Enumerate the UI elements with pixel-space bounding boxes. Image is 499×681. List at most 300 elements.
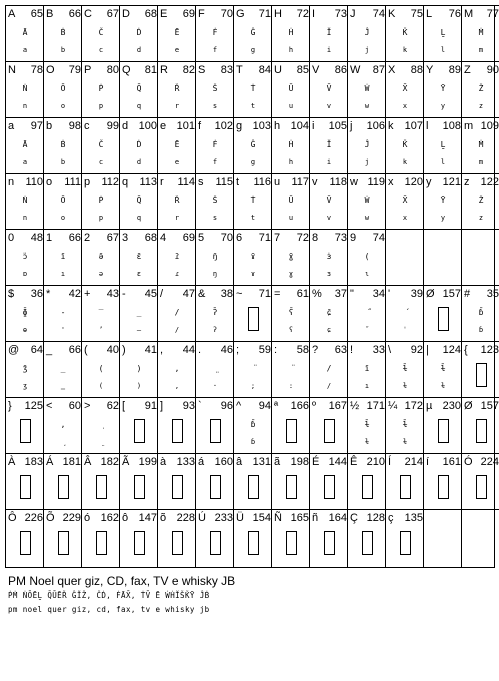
glyph-header: [84, 120, 119, 132]
char-code: 147: [138, 512, 157, 524]
key-char: @: [8, 344, 20, 356]
key-char: K: [388, 8, 396, 20]
glyph-header: [236, 176, 271, 188]
glyph-upper: ə̄: [98, 252, 104, 261]
key-char: S: [198, 64, 206, 76]
glyph-header: [198, 512, 233, 524]
glyph-lower: ɫ: [402, 438, 408, 446]
glyph-cell: [43, 453, 82, 511]
glyph-upper: Ṁ: [478, 140, 484, 149]
glyph-cell: [5, 509, 44, 567]
glyph-upper: Ḟ: [212, 28, 218, 37]
glyph-header: [350, 64, 385, 76]
glyph-lower: m: [478, 46, 484, 54]
glyph-cell: [309, 453, 348, 511]
glyph-cell: [119, 341, 158, 399]
char-code: 76: [448, 8, 461, 20]
glyph-header: [350, 120, 385, 132]
key-char: ô: [122, 512, 129, 524]
glyph-lower: ɾ: [174, 270, 180, 278]
glyph-header: [160, 120, 195, 132]
char-code: 115: [215, 176, 233, 188]
glyph-upper: Ǩ: [402, 28, 408, 37]
char-code: 133: [176, 456, 195, 468]
glyph-lower: ŋ: [212, 270, 218, 278]
key-char: [: [122, 400, 126, 412]
glyph-header: [464, 456, 499, 468]
char-code: 81: [144, 64, 157, 76]
glyph-upper: Ḣ: [288, 140, 294, 149]
char-code: 69: [182, 232, 195, 244]
glyph-lower: k: [402, 158, 408, 166]
glyph-upper: ɛ̄: [136, 252, 142, 261]
glyph-header: [160, 456, 195, 468]
key-char: O: [46, 64, 55, 76]
glyph-header: [84, 288, 119, 300]
char-code: 154: [252, 512, 271, 524]
glyph-cell: [157, 285, 196, 343]
key-char: w: [350, 176, 358, 188]
glyph-header: [160, 344, 195, 356]
key-char: F: [198, 8, 205, 20]
glyph-cell: [461, 453, 499, 511]
key-char: ª: [274, 400, 279, 412]
glyph-lower: ɜ: [326, 270, 332, 278]
empty-cell: [461, 509, 499, 567]
char-code: 71: [258, 232, 271, 244]
glyph-cell: [233, 173, 272, 231]
glyph-header: [46, 176, 81, 188]
glyph-header: [122, 232, 157, 244]
missing-glyph-box: [476, 475, 487, 499]
glyph-lower: c: [98, 46, 104, 54]
glyph-lower: ɓ: [478, 326, 484, 334]
key-char: &: [198, 288, 206, 300]
glyph-lower: ·: [212, 382, 218, 390]
glyph-cell: [347, 173, 386, 231]
char-code: 69: [182, 8, 195, 20]
glyph-cell: [385, 5, 424, 63]
key-char: ?: [312, 344, 319, 356]
key-char: i: [312, 120, 315, 132]
char-code: 77: [486, 8, 499, 20]
glyph-lower: ɫ: [364, 438, 370, 446]
glyph-header: [312, 176, 347, 188]
glyph-header: [160, 176, 195, 188]
key-char: 3: [122, 232, 129, 244]
glyph-lower: o: [60, 102, 66, 110]
glyph-header: [236, 400, 271, 412]
glyph-header: [122, 512, 157, 524]
key-char: e: [160, 120, 167, 132]
glyph-cell: [195, 229, 234, 287]
char-code: 63: [334, 344, 347, 356]
char-code: 122: [480, 176, 499, 188]
glyph-upper: V̄: [326, 196, 332, 205]
glyph-header: [464, 64, 499, 76]
char-code: 68: [144, 8, 157, 20]
glyph-lower: e: [174, 46, 180, 54]
glyph-cell: [271, 5, 310, 63]
glyph-cell: [347, 229, 386, 287]
glyph-upper: [234, 363, 272, 375]
glyph-header: [122, 456, 157, 468]
glyph-cell: [271, 173, 310, 231]
glyph-header: [8, 456, 43, 468]
char-code: 80: [106, 64, 119, 76]
glyph-header: [426, 288, 461, 300]
key-char: \: [388, 344, 392, 356]
glyph-header: [274, 120, 309, 132]
glyph-cell: [43, 285, 82, 343]
glyph-header: [274, 176, 309, 188]
glyph-header: [350, 232, 385, 244]
glyph-header: [426, 64, 461, 76]
glyph-cell: [309, 341, 348, 399]
glyph-lower: ': [60, 326, 66, 334]
key-char: 9: [350, 232, 357, 244]
glyph-cell: [385, 341, 424, 399]
glyph-header: [84, 400, 119, 412]
glyph-lower: j: [364, 46, 370, 54]
key-char: Z: [464, 64, 471, 76]
glyph-header: [426, 120, 461, 132]
glyph-lower: e: [174, 158, 180, 166]
glyph-upper: _: [136, 308, 142, 317]
glyph-header: [388, 176, 423, 188]
glyph-header: [464, 344, 499, 356]
key-char: Á: [46, 456, 54, 468]
glyph-upper: Ḻ: [440, 140, 446, 149]
glyph-header: [122, 120, 157, 132]
key-char: ñ: [312, 512, 319, 524]
glyph-header: [198, 64, 233, 76]
glyph-cell: [119, 509, 158, 567]
glyph-upper: ɫ̄: [440, 364, 446, 373]
glyph-upper: Ṁ: [478, 28, 484, 37]
char-code: 48: [30, 232, 43, 244]
glyph-upper: Ǩ: [402, 140, 408, 149]
key-char: L: [426, 8, 433, 20]
char-code: 162: [100, 512, 119, 524]
missing-glyph-box: [286, 531, 297, 555]
key-char: ": [350, 288, 354, 300]
glyph-cell: [157, 61, 196, 119]
glyph-header: [198, 288, 233, 300]
key-char: Ü: [236, 512, 244, 524]
glyph-upper: ,: [174, 364, 180, 373]
glyph-cell: [81, 173, 120, 231]
glyph-upper: ɾ̄: [174, 252, 180, 261]
missing-glyph-box: [438, 475, 449, 499]
key-char: X: [388, 64, 396, 76]
glyph-header: [46, 344, 81, 356]
glyph-upper: Ĭ: [326, 28, 332, 37]
glyph-upper: Ž: [478, 196, 484, 205]
glyph-header: [8, 8, 43, 20]
missing-glyph-box: [172, 531, 183, 555]
key-char: r: [160, 176, 164, 188]
glyph-lower: t: [250, 102, 256, 110]
missing-glyph-box: [438, 307, 449, 331]
key-char: É: [312, 456, 320, 468]
key-char: 8: [312, 232, 319, 244]
key-char: Ê: [350, 456, 358, 468]
glyph-header: [46, 288, 81, 300]
glyph-header: [122, 400, 157, 412]
glyph-lower: ı: [364, 382, 370, 390]
glyph-lower: l: [440, 46, 446, 54]
glyph-upper: Ū: [288, 84, 294, 93]
glyph-cell: [423, 397, 462, 455]
char-code: 233: [214, 512, 233, 524]
missing-glyph-box: [210, 475, 221, 499]
glyph-upper: Ẇ: [364, 84, 370, 93]
glyph-header: [312, 288, 347, 300]
glyph-cell: [81, 341, 120, 399]
glyph-upper: [272, 363, 310, 375]
char-code: 64: [30, 344, 43, 356]
char-code: 36: [30, 288, 43, 300]
glyph-header: [388, 512, 423, 524]
glyph-upper: ɓ̄: [250, 420, 256, 429]
glyph-cell: [309, 61, 348, 119]
key-char: 0: [8, 232, 15, 244]
glyph-upper: Ĝ: [250, 28, 256, 37]
glyph-cell: [461, 117, 499, 175]
key-char: y: [426, 176, 432, 188]
glyph-lower: m: [478, 158, 484, 166]
char-code: 157: [480, 400, 499, 412]
char-code: 67: [106, 8, 119, 20]
empty-cell: [461, 229, 499, 287]
char-code: 226: [24, 512, 43, 524]
char-code: 123: [480, 344, 499, 356]
key-char: -: [122, 288, 126, 300]
glyph-cell: [347, 61, 386, 119]
key-char: Ç: [350, 512, 358, 524]
glyph-cell: [119, 5, 158, 63]
glyph-cell: [233, 229, 272, 287]
glyph-lower: i: [326, 46, 332, 54]
glyph-cell: [385, 173, 424, 231]
glyph-upper: ɸ̄: [22, 308, 28, 317]
glyph-cell: [43, 117, 82, 175]
glyph-lower: z: [478, 214, 484, 222]
glyph-lower: ɣ: [288, 270, 294, 278]
glyph-header: [122, 8, 157, 20]
glyph-header: [312, 8, 347, 20]
glyph-cell: [461, 5, 499, 63]
char-code: 70: [220, 8, 233, 20]
glyph-upper: Č: [98, 28, 104, 37]
glyph-upper: Ṅ: [22, 84, 28, 93]
key-char: c: [84, 120, 90, 132]
glyph-cell: [271, 117, 310, 175]
glyph-upper: Ẇ: [364, 196, 370, 205]
key-char: E: [160, 8, 168, 20]
missing-glyph-box: [362, 531, 373, 555]
key-char: 6: [236, 232, 243, 244]
glyph-cell: [119, 117, 158, 175]
char-code: 199: [138, 456, 157, 468]
key-char: Y: [426, 64, 434, 76]
glyph-cell: [81, 5, 120, 63]
glyph-cell: [309, 229, 348, 287]
glyph-upper: (: [364, 252, 370, 261]
glyph-cell: [195, 173, 234, 231]
char-code: 71: [258, 8, 271, 20]
glyph-lower: ɓ: [250, 438, 256, 446]
glyph-header: [350, 288, 385, 300]
key-char: Ø: [464, 400, 473, 412]
char-code: 103: [252, 120, 271, 132]
key-char: =: [274, 288, 281, 300]
glyph-upper: ı̄: [364, 364, 370, 373]
missing-glyph-box: [286, 475, 297, 499]
key-char: `: [198, 400, 202, 412]
glyph-cell: [195, 5, 234, 63]
glyph-cell: [157, 453, 196, 511]
missing-glyph-box: [324, 531, 335, 555]
glyph-header: [388, 64, 423, 76]
glyph-header: [46, 400, 81, 412]
char-code: 228: [176, 512, 195, 524]
glyph-header: [312, 64, 347, 76]
key-char: Q: [122, 64, 131, 76]
glyph-upper: ʒ̄: [22, 364, 28, 373]
glyph-cell: [423, 285, 462, 343]
glyph-header: [274, 512, 309, 524]
glyph-upper: Ȳ: [440, 84, 446, 93]
key-char: a: [8, 120, 15, 132]
key-char: U: [274, 64, 282, 76]
glyph-cell: [43, 397, 82, 455]
key-char: b: [46, 120, 53, 132]
glyph-cell: [423, 5, 462, 63]
char-code: 40: [106, 344, 119, 356]
glyph-lower: ‗: [60, 382, 66, 390]
key-char: C: [84, 8, 92, 20]
char-code: 121: [442, 176, 461, 188]
key-char: ^: [236, 400, 242, 412]
char-code: 167: [328, 400, 347, 412]
glyph-upper: Ĵ: [364, 140, 370, 149]
key-char: ;: [236, 344, 240, 356]
key-char: V: [312, 64, 320, 76]
glyph-lower: g: [250, 46, 256, 54]
glyph-lower: h: [288, 158, 294, 166]
glyph-cell: [461, 285, 499, 343]
key-char: Õ: [46, 512, 55, 524]
glyph-upper: ɕ̄: [326, 308, 332, 317]
char-code: 107: [404, 120, 423, 132]
char-code: 128: [366, 512, 385, 524]
glyph-lower: b: [60, 158, 66, 166]
key-char: h: [274, 120, 281, 132]
sample-text: [8, 574, 488, 615]
glyph-cell: [347, 453, 386, 511]
glyph-header: [84, 232, 119, 244]
glyph-cell: [119, 173, 158, 231]
char-code: 157: [442, 288, 461, 300]
glyph-cell: [233, 61, 272, 119]
key-char: õ: [160, 512, 167, 524]
char-code: 119: [367, 176, 385, 188]
glyph-lower: [44, 437, 82, 447]
glyph-header: [8, 64, 43, 76]
glyph-header: [464, 400, 499, 412]
key-char: I: [312, 8, 316, 20]
empty-cell: [385, 229, 424, 287]
sample-line-lower: pm noel quer giz, cd, fax, tv e whisky jb: [8, 605, 210, 614]
glyph-cell: [347, 341, 386, 399]
glyph-lower: (: [98, 382, 104, 390]
glyph-header: [198, 120, 233, 132]
glyph-header: [388, 456, 423, 468]
glyph-cell: [195, 117, 234, 175]
missing-glyph-box: [58, 475, 69, 499]
char-code: 181: [62, 456, 81, 468]
glyph-upper: ɣ̄: [288, 252, 294, 261]
missing-glyph-box: [20, 419, 31, 443]
char-code: 74: [372, 232, 385, 244]
glyph-lower: ɫ: [440, 382, 446, 390]
key-char: t: [236, 176, 240, 188]
glyph-header: [198, 232, 233, 244]
glyph-upper: Ḋ: [136, 28, 142, 37]
glyph-header: [122, 288, 157, 300]
key-char: Ñ: [274, 512, 282, 524]
key-char: 4: [160, 232, 167, 244]
glyph-header: [312, 344, 347, 356]
glyph-header: [84, 456, 119, 468]
glyph-cell: [309, 397, 348, 455]
glyph-header: [8, 232, 43, 244]
glyph-cell: [157, 229, 196, 287]
missing-glyph-box: [248, 475, 259, 499]
key-char: 2: [84, 232, 91, 244]
glyph-cell: [5, 397, 44, 455]
glyph-upper: ɫ̄: [402, 364, 408, 373]
missing-glyph-box: [476, 419, 487, 443]
char-code: 79: [68, 64, 81, 76]
glyph-upper: ŋ̄: [212, 252, 218, 261]
key-char: u: [274, 176, 281, 188]
key-char: Ô: [8, 512, 17, 524]
glyph-cell: [195, 509, 234, 567]
char-code: 118: [329, 176, 347, 188]
glyph-header: [84, 512, 119, 524]
glyph-upper: Ȳ: [440, 196, 446, 205]
char-code: 230: [442, 400, 461, 412]
glyph-upper: Ū: [288, 196, 294, 205]
char-code: 224: [480, 456, 499, 468]
glyph-header: [160, 232, 195, 244]
glyph-header: [388, 8, 423, 20]
glyph-header: [46, 456, 81, 468]
glyph-header: [274, 8, 309, 20]
key-char: z: [464, 176, 470, 188]
char-code: 99: [106, 120, 119, 132]
glyph-lower: ɛ: [136, 270, 142, 278]
glyph-lower: p: [98, 102, 104, 110]
key-char: Ú: [198, 512, 206, 524]
glyph-header: [464, 176, 499, 188]
glyph-lower: f: [212, 46, 218, 54]
glyph-upper: ɓ̄: [478, 308, 484, 317]
key-char: !: [350, 344, 354, 356]
